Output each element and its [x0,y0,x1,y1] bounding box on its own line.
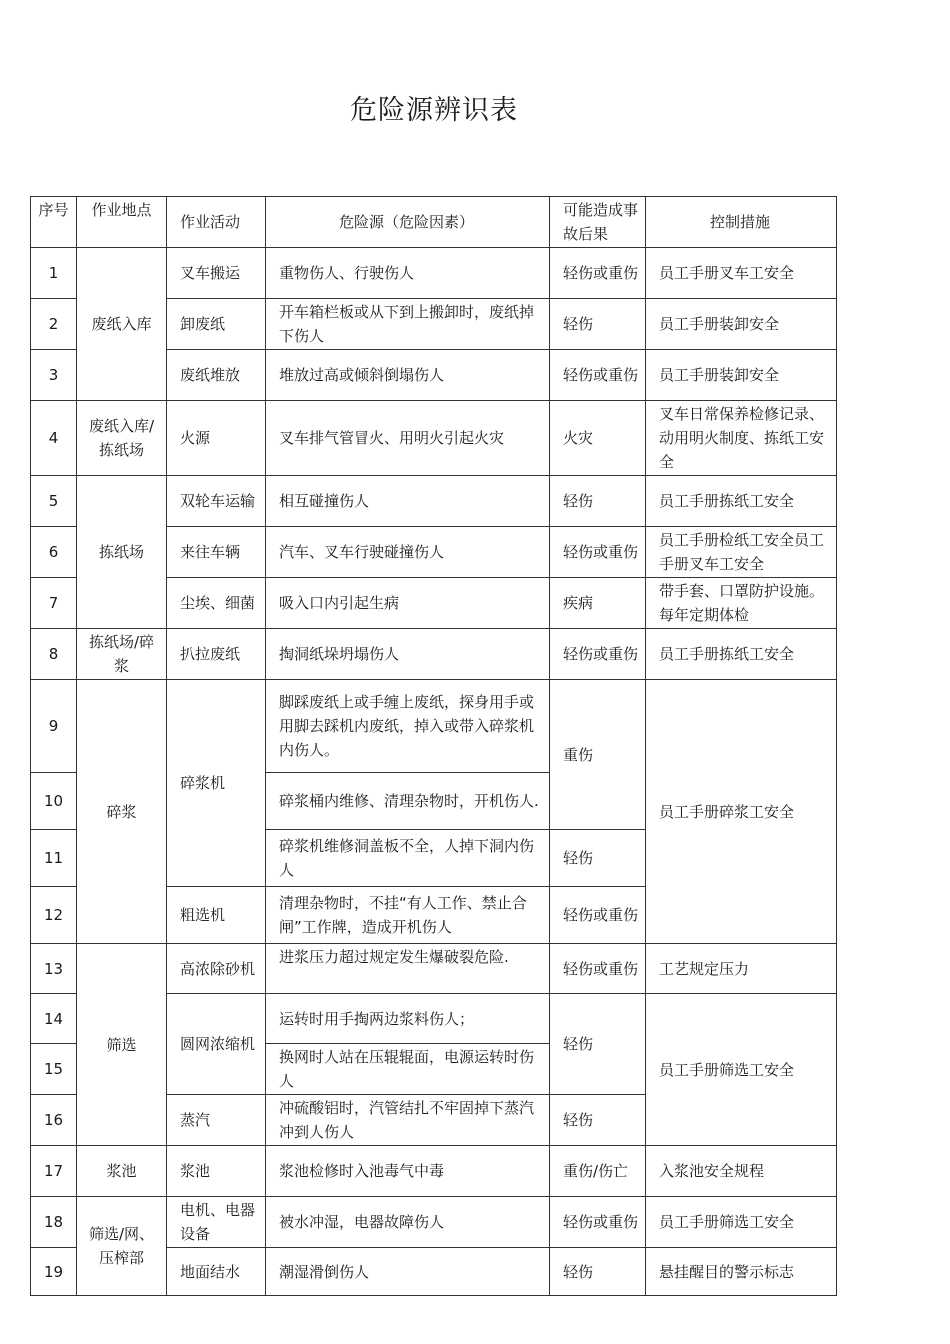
row-control: 工艺规定压力 [646,944,837,994]
row-activity: 废纸堆放 [167,350,266,401]
row-hazard: 脚踩废纸上或手缠上废纸，探身用手或用脚去踩机内废纸，掉入或带入碎浆机内伤人。 [266,680,550,773]
row-activity: 双轮车运输 [167,476,266,527]
row-no: 10 [31,773,77,830]
row-hazard: 被水冲湿，电器故障伤人 [266,1197,550,1248]
row-activity: 卸废纸 [167,299,266,350]
table-row [31,1197,837,1248]
row-hazard: 浆池检修时入池毒气中毒 [266,1146,550,1197]
row-control: 员工手册装卸安全 [646,350,837,401]
row-activity: 浆池 [167,1146,266,1197]
row-consequence: 轻伤或重伤 [550,887,646,944]
row-no: 6 [31,527,77,578]
row-activity: 扒拉废纸 [167,629,266,680]
row-activity: 尘埃、细菌 [167,578,266,629]
row-hazard: 掏洞纸垛坍塌伤人 [266,629,550,680]
row-control: 入浆池安全规程 [646,1146,837,1197]
row-no: 15 [31,1044,77,1095]
row-consequence: 轻伤或重伤 [550,248,646,299]
row-site: 浆池 [77,1146,167,1197]
row-activity: 电机、电器设备 [167,1197,266,1248]
row-no: 3 [31,350,77,401]
row-site: 废纸入库/拣纸场 [77,401,167,476]
page-title: 危险源辨识表 [350,95,518,126]
row-no: 8 [31,629,77,680]
row-consequence: 轻伤或重伤 [550,629,646,680]
row-consequence: 轻伤或重伤 [550,350,646,401]
table-row [31,680,837,773]
row-activity: 圆网浓缩机 [167,994,266,1095]
row-hazard: 冲硫酸铝时，汽管结扎不牢固掉下蒸汽冲到人伤人 [266,1095,550,1146]
table-row [31,944,837,994]
row-hazard: 汽车、叉车行驶碰撞伤人 [266,527,550,578]
row-control: 悬挂醒目的警示标志 [646,1248,837,1296]
row-hazard: 潮湿滑倒伤人 [266,1248,550,1296]
row-consequence: 轻伤 [550,830,646,887]
row-site: 筛选/网、压榨部 [77,1197,167,1296]
header-no: 序号 [31,197,77,248]
table-row [31,1146,837,1197]
row-hazard: 碎浆桶内维修、清理杂物时，开机伤人. [266,773,550,830]
row-no: 1 [31,248,77,299]
row-hazard: 碎浆机维修洞盖板不全，人掉下洞内伤人 [266,830,550,887]
row-site: 废纸入库 [77,248,167,401]
row-hazard: 叉车排气管冒火、用明火引起火灾 [266,401,550,476]
row-consequence: 轻伤 [550,994,646,1095]
row-site: 碎浆 [77,680,167,944]
row-activity: 地面结水 [167,1248,266,1296]
header-hazard: 危险源（危险因素） [266,197,550,248]
row-consequence: 疾病 [550,578,646,629]
table-row [31,401,837,476]
row-hazard: 运转时用手掏两边浆料伤人； [266,994,550,1044]
row-hazard: 吸入口内引起生病 [266,578,550,629]
row-site: 筛选 [77,944,167,1146]
row-activity: 来往车辆 [167,527,266,578]
row-consequence: 轻伤 [550,1248,646,1296]
row-no: 2 [31,299,77,350]
row-no: 9 [31,680,77,773]
header-row [31,197,837,248]
table-row [31,629,837,680]
row-no: 4 [31,401,77,476]
row-control: 员工手册筛选工安全 [646,1197,837,1248]
row-activity: 粗选机 [167,887,266,944]
row-control: 员工手册检纸工安全员工手册叉车工安全 [646,527,837,578]
row-hazard: 堆放过高或倾斜倒塌伤人 [266,350,550,401]
row-activity: 高浓除砂机 [167,944,266,994]
row-control: 员工手册叉车工安全 [646,248,837,299]
row-activity: 蒸汽 [167,1095,266,1146]
table-row [31,248,837,299]
hazard-table [30,196,837,1296]
row-no: 5 [31,476,77,527]
row-no: 16 [31,1095,77,1146]
row-no: 7 [31,578,77,629]
row-hazard: 重物伤人、行驶伤人 [266,248,550,299]
row-control: 带手套、口罩防护设施。每年定期体检 [646,578,837,629]
row-control: 员工手册装卸安全 [646,299,837,350]
row-activity: 叉车搬运 [167,248,266,299]
row-control: 员工手册拣纸工安全 [646,476,837,527]
header-control: 控制措施 [646,197,837,248]
row-consequence: 轻伤或重伤 [550,944,646,994]
header-activity: 作业活动 [167,197,266,248]
row-activity: 碎浆机 [167,680,266,887]
row-hazard: 进浆压力超过规定发生爆破裂危险. [266,944,550,994]
row-hazard: 换网时人站在压辊辊面，电源运转时伤人 [266,1044,550,1095]
row-no: 19 [31,1248,77,1296]
row-site: 拣纸场 [77,476,167,629]
row-no: 12 [31,887,77,944]
header-site: 作业地点 [77,197,167,248]
row-no: 17 [31,1146,77,1197]
row-hazard: 清理杂物时，不挂“有人工作、禁止合闸”工作牌，造成开机伤人 [266,887,550,944]
row-no: 11 [31,830,77,887]
row-no: 18 [31,1197,77,1248]
row-control: 员工手册拣纸工安全 [646,629,837,680]
row-hazard: 开车箱栏板或从下到上搬卸时，废纸掉下伤人 [266,299,550,350]
row-consequence: 轻伤 [550,1095,646,1146]
row-consequence: 轻伤 [550,299,646,350]
row-consequence: 轻伤 [550,476,646,527]
row-consequence: 轻伤或重伤 [550,527,646,578]
row-consequence: 重伤/伤亡 [550,1146,646,1197]
row-site: 拣纸场/碎浆 [77,629,167,680]
row-activity: 火源 [167,401,266,476]
row-control: 叉车日常保养检修记录、动用明火制度、拣纸工安全 [646,401,837,476]
row-control: 员工手册筛选工安全 [646,994,837,1146]
row-hazard: 相互碰撞伤人 [266,476,550,527]
row-no: 14 [31,994,77,1044]
row-consequence: 重伤 [550,680,646,830]
row-consequence: 火灾 [550,401,646,476]
row-control: 员工手册碎浆工安全 [646,680,837,944]
row-no: 13 [31,944,77,994]
table-row [31,476,837,527]
header-consequence: 可能造成事故后果 [550,197,646,248]
row-consequence: 轻伤或重伤 [550,1197,646,1248]
